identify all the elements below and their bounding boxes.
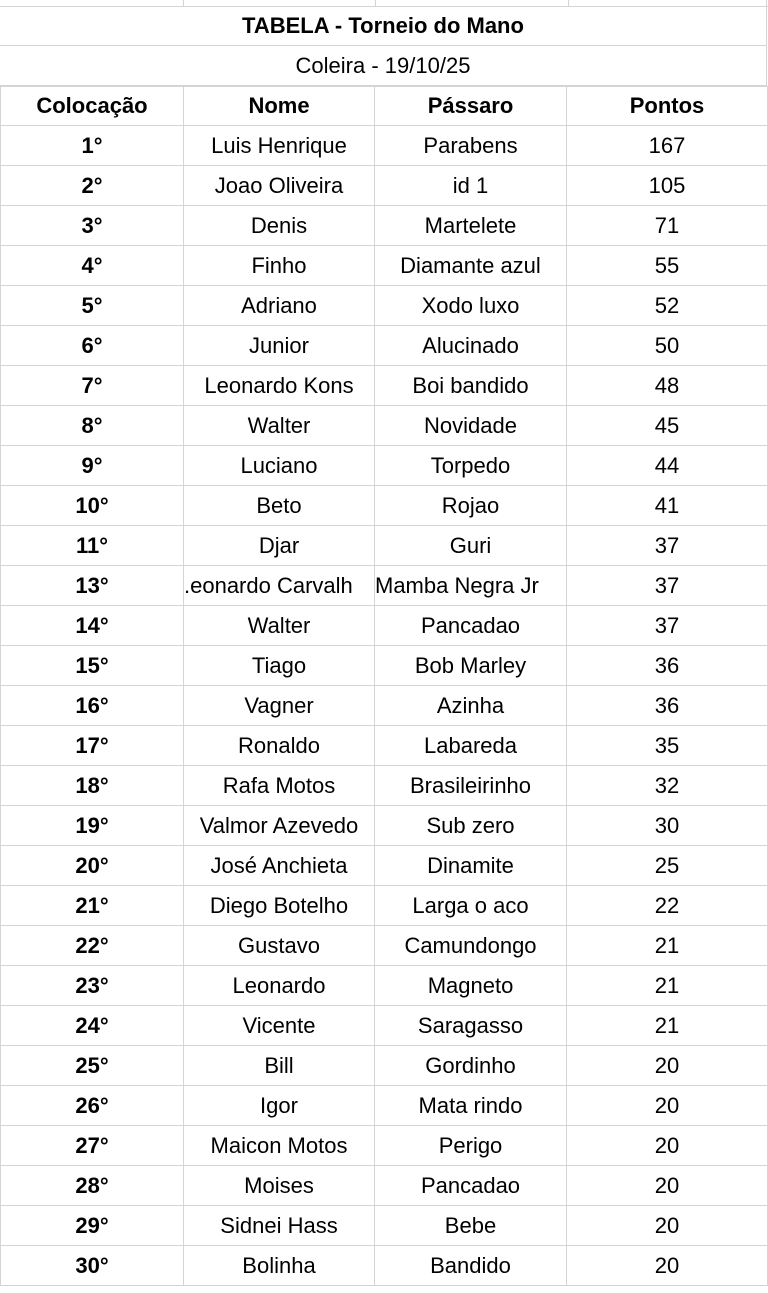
bird-cell[interactable]: Mata rindo: [375, 1086, 567, 1126]
points-cell[interactable]: 50: [567, 326, 768, 366]
position-cell[interactable]: 26°: [1, 1086, 184, 1126]
bird-cell[interactable]: Gordinho: [375, 1046, 567, 1086]
header-bird[interactable]: Pássaro: [375, 87, 567, 126]
table-row: [1, 286, 768, 326]
table-row: [1, 806, 768, 846]
bird-cell[interactable]: Xodo luxo: [375, 286, 567, 326]
header-row: [1, 87, 768, 126]
points-cell[interactable]: 48: [567, 366, 768, 406]
name-cell[interactable]: Finho: [184, 246, 375, 286]
table-row: [1, 1086, 768, 1126]
bird-cell[interactable]: Torpedo: [375, 446, 567, 486]
position-cell[interactable]: 3°: [1, 206, 184, 246]
name-cell[interactable]: Adriano: [184, 286, 375, 326]
table-row: [1, 966, 768, 1006]
bird-cell[interactable]: Guri: [375, 526, 567, 566]
table-row: [1, 526, 768, 566]
position-cell[interactable]: 25°: [1, 1046, 184, 1086]
points-cell[interactable]: 21: [567, 1006, 768, 1046]
position-cell[interactable]: 27°: [1, 1126, 184, 1166]
table-row: [1, 446, 768, 486]
name-cell[interactable]: Maicon Motos: [184, 1126, 375, 1166]
bird-cell[interactable]: Bob Marley: [375, 646, 567, 686]
points-cell[interactable]: 20: [567, 1086, 768, 1126]
position-cell[interactable]: 20°: [1, 846, 184, 886]
table-row: [1, 686, 768, 726]
name-cell[interactable]: .eonardo Carvalh: [184, 566, 375, 606]
points-cell[interactable]: 44: [567, 446, 768, 486]
position-cell[interactable]: 9°: [1, 446, 184, 486]
position-cell[interactable]: 16°: [1, 686, 184, 726]
bird-cell[interactable]: Saragasso: [375, 1006, 567, 1046]
position-cell[interactable]: 10°: [1, 486, 184, 526]
table-row: [1, 406, 768, 446]
bird-cell[interactable]: Martelete: [375, 206, 567, 246]
position-cell[interactable]: 17°: [1, 726, 184, 766]
bird-cell[interactable]: Larga o aco: [375, 886, 567, 926]
table-row: [1, 246, 768, 286]
name-cell[interactable]: Rafa Motos: [184, 766, 375, 806]
points-cell[interactable]: 20: [567, 1126, 768, 1166]
points-cell[interactable]: 105: [567, 166, 768, 206]
points-cell[interactable]: 71: [567, 206, 768, 246]
position-cell[interactable]: 8°: [1, 406, 184, 446]
points-cell[interactable]: 21: [567, 966, 768, 1006]
name-cell[interactable]: Joao Oliveira: [184, 166, 375, 206]
name-cell[interactable]: Luis Henrique: [184, 126, 375, 166]
points-cell[interactable]: 20: [567, 1166, 768, 1206]
name-cell[interactable]: Diego Botelho: [184, 886, 375, 926]
name-cell[interactable]: Junior: [184, 326, 375, 366]
table-row: [1, 1246, 768, 1286]
points-cell[interactable]: 41: [567, 486, 768, 526]
bird-cell[interactable]: Alucinado: [375, 326, 567, 366]
bird-cell[interactable]: Azinha: [375, 686, 567, 726]
position-cell[interactable]: 11°: [1, 526, 184, 566]
grid-line: [766, 0, 767, 6]
position-cell[interactable]: 4°: [1, 246, 184, 286]
header-position[interactable]: Colocação: [1, 87, 184, 126]
table-row: [1, 766, 768, 806]
points-cell[interactable]: 30: [567, 806, 768, 846]
table-subtitle: Coleira - 19/10/25: [295, 52, 471, 78]
table-row: [1, 206, 768, 246]
name-cell[interactable]: Vagner: [184, 686, 375, 726]
position-cell[interactable]: 24°: [1, 1006, 184, 1046]
name-cell[interactable]: Sidnei Hass: [184, 1206, 375, 1246]
table-row: [1, 646, 768, 686]
points-cell[interactable]: 37: [567, 606, 768, 646]
position-cell[interactable]: 28°: [1, 1166, 184, 1206]
position-cell[interactable]: 21°: [1, 886, 184, 926]
grid-line: [568, 0, 569, 6]
name-cell[interactable]: Valmor Azevedo: [184, 806, 375, 846]
name-cell[interactable]: Moises: [184, 1166, 375, 1206]
position-cell[interactable]: 15°: [1, 646, 184, 686]
position-cell[interactable]: 7°: [1, 366, 184, 406]
position-cell[interactable]: 23°: [1, 966, 184, 1006]
name-cell[interactable]: Tiago: [184, 646, 375, 686]
points-cell[interactable]: 20: [567, 1046, 768, 1086]
table-row: [1, 166, 768, 206]
table-row: [1, 126, 768, 166]
points-cell[interactable]: 20: [567, 1246, 768, 1286]
bird-cell[interactable]: Bandido: [375, 1246, 567, 1286]
grid-line: [375, 0, 376, 6]
bird-cell[interactable]: Sub zero: [375, 806, 567, 846]
name-cell[interactable]: Leonardo Kons: [184, 366, 375, 406]
name-cell[interactable]: Beto: [184, 486, 375, 526]
name-cell[interactable]: José Anchieta: [184, 846, 375, 886]
position-cell[interactable]: 5°: [1, 286, 184, 326]
name-cell[interactable]: Bolinha: [184, 1246, 375, 1286]
bird-cell[interactable]: Labareda: [375, 726, 567, 766]
table-row: [1, 1006, 768, 1046]
position-cell[interactable]: 13°: [1, 566, 184, 606]
bird-cell[interactable]: Perigo: [375, 1126, 567, 1166]
table-body: [1, 126, 768, 1286]
points-cell[interactable]: 25: [567, 846, 768, 886]
position-cell[interactable]: 30°: [1, 1246, 184, 1286]
table-row: [1, 566, 768, 606]
position-cell[interactable]: 2°: [1, 166, 184, 206]
header-name[interactable]: Nome: [184, 87, 375, 126]
bird-cell[interactable]: Pancadao: [375, 1166, 567, 1206]
bird-cell[interactable]: Parabens: [375, 126, 567, 166]
points-cell[interactable]: 22: [567, 886, 768, 926]
name-cell[interactable]: Ronaldo: [184, 726, 375, 766]
table-subtitle-cell[interactable]: [0, 46, 767, 86]
grid-line: [183, 0, 184, 6]
name-cell[interactable]: Vicente: [184, 1006, 375, 1046]
points-cell[interactable]: 35: [567, 726, 768, 766]
header-points[interactable]: Pontos: [567, 87, 768, 126]
points-cell[interactable]: 37: [567, 566, 768, 606]
name-cell[interactable]: Denis: [184, 206, 375, 246]
table-row: [1, 606, 768, 646]
points-cell[interactable]: 20: [567, 1206, 768, 1246]
table-row: [1, 1206, 768, 1246]
table-row: [1, 486, 768, 526]
position-cell[interactable]: 29°: [1, 1206, 184, 1246]
bird-cell[interactable]: Pancadao: [375, 606, 567, 646]
name-cell[interactable]: Walter: [184, 606, 375, 646]
points-cell[interactable]: 36: [567, 646, 768, 686]
table-row: [1, 326, 768, 366]
name-cell[interactable]: Bill: [184, 1046, 375, 1086]
name-cell[interactable]: Luciano: [184, 446, 375, 486]
points-cell[interactable]: 21: [567, 926, 768, 966]
bird-cell[interactable]: Diamante azul: [375, 246, 567, 286]
bird-cell[interactable]: Brasileirinho: [375, 766, 567, 806]
position-cell[interactable]: 14°: [1, 606, 184, 646]
table-title: TABELA - Torneio do Mano: [242, 13, 524, 38]
position-cell[interactable]: 22°: [1, 926, 184, 966]
bird-cell[interactable]: Boi bandido: [375, 366, 567, 406]
table-title-cell[interactable]: [0, 7, 767, 46]
points-cell[interactable]: 167: [567, 126, 768, 166]
cut-off-top-row: [0, 0, 768, 7]
table-row: [1, 926, 768, 966]
name-cell[interactable]: Djar: [184, 526, 375, 566]
table-row: [1, 366, 768, 406]
table-row: [1, 886, 768, 926]
table-row: [1, 846, 768, 886]
table-row: [1, 1126, 768, 1166]
points-cell[interactable]: 45: [567, 406, 768, 446]
ranking-table: [0, 86, 768, 1286]
points-cell[interactable]: 52: [567, 286, 768, 326]
bird-cell[interactable]: id 1: [375, 166, 567, 206]
bird-cell[interactable]: Magneto: [375, 966, 567, 1006]
position-cell[interactable]: 1°: [1, 126, 184, 166]
bird-cell[interactable]: Novidade: [375, 406, 567, 446]
position-cell[interactable]: 18°: [1, 766, 184, 806]
name-cell[interactable]: Leonardo: [184, 966, 375, 1006]
name-cell[interactable]: Igor: [184, 1086, 375, 1126]
points-cell[interactable]: 36: [567, 686, 768, 726]
name-cell[interactable]: Walter: [184, 406, 375, 446]
table-row: [1, 1046, 768, 1086]
points-cell[interactable]: 55: [567, 246, 768, 286]
position-cell[interactable]: 6°: [1, 326, 184, 366]
bird-cell[interactable]: Rojao: [375, 486, 567, 526]
name-cell[interactable]: Gustavo: [184, 926, 375, 966]
bird-cell[interactable]: Dinamite: [375, 846, 567, 886]
bird-cell[interactable]: Camundongo: [375, 926, 567, 966]
points-cell[interactable]: 32: [567, 766, 768, 806]
points-cell[interactable]: 37: [567, 526, 768, 566]
position-cell[interactable]: 19°: [1, 806, 184, 846]
table-row: [1, 1166, 768, 1206]
bird-cell[interactable]: Bebe: [375, 1206, 567, 1246]
table-row: [1, 726, 768, 766]
bird-cell[interactable]: Mamba Negra Jr: [375, 566, 567, 606]
